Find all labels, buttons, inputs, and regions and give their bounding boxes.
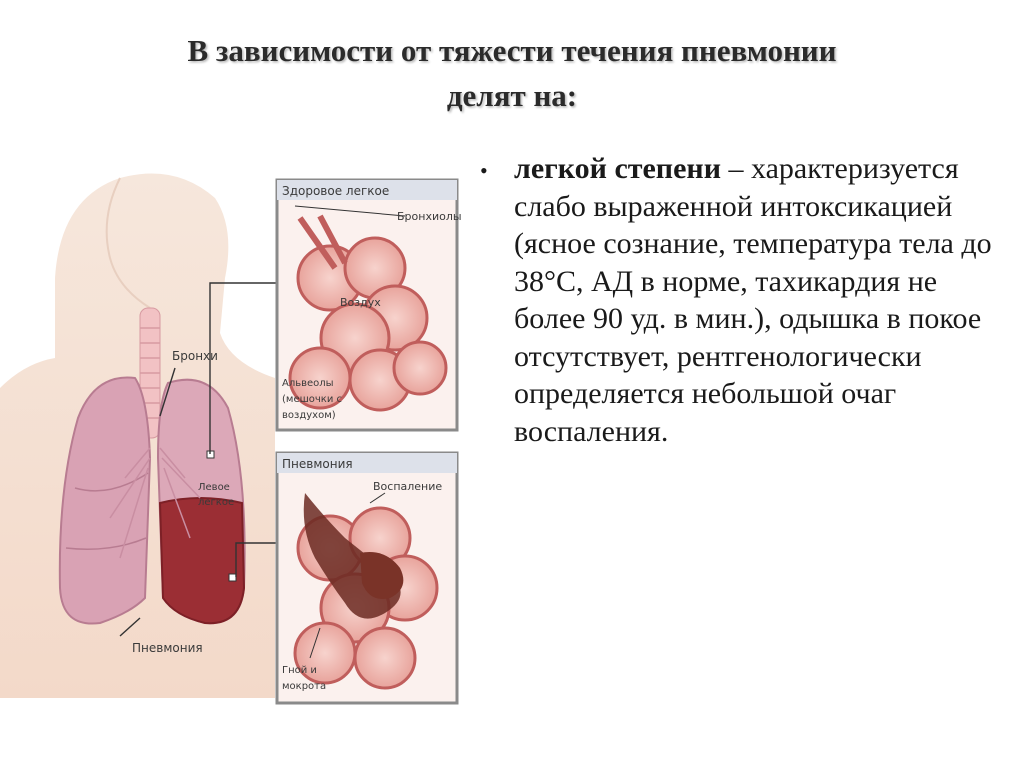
left-lung-label-1: Левое	[198, 482, 230, 493]
bullet-text	[514, 150, 1000, 450]
pneumonia-panel	[277, 453, 457, 703]
air-label: Воздух	[340, 296, 381, 309]
alveoli-label-1: Альвеолы	[282, 378, 334, 389]
alveoli-label-3: воздухом)	[282, 410, 336, 421]
bronchioles-label: Бронхиолы	[397, 210, 462, 223]
healthy-lung-label: Здоровое легкое	[282, 184, 390, 198]
bullet-description: – характеризуется слабо выраженной интоксикацией (ясное сознание, температура тела до 38°С, АД в норме, тахикардия не более 90 уд. в мин.), одышка в покое отсутствует, рентгенологически определяется небольшой очаг воспаления.	[514, 152, 992, 448]
inflammation-label: Воспаление	[373, 480, 443, 493]
lung-illustration	[0, 158, 470, 718]
pneumonia-marker	[229, 574, 236, 581]
left-lung-label-2: легкое	[198, 497, 235, 508]
pneumonia-bottom-label: Пневмония	[132, 641, 203, 655]
bullet-list	[480, 150, 1000, 450]
pneumonia-panel-label: Пневмония	[282, 457, 353, 471]
bronchi-label: Бронхи	[172, 349, 218, 363]
pus-label-2: мокрота	[282, 681, 327, 692]
list-item	[480, 150, 1000, 450]
slide-title	[40, 28, 984, 118]
slide-title-line-2: делят на:	[446, 78, 578, 113]
slide-title-line-1: В зависимости от тяжести течения пневмонии	[187, 33, 837, 68]
bullet-icon: •	[480, 158, 488, 183]
alveoli-label-2: (мешочки с	[282, 394, 342, 405]
bullet-term: легкой степени	[514, 152, 721, 185]
healthy-lung-panel	[277, 180, 462, 430]
pus-label-1: Гной и	[282, 665, 317, 676]
